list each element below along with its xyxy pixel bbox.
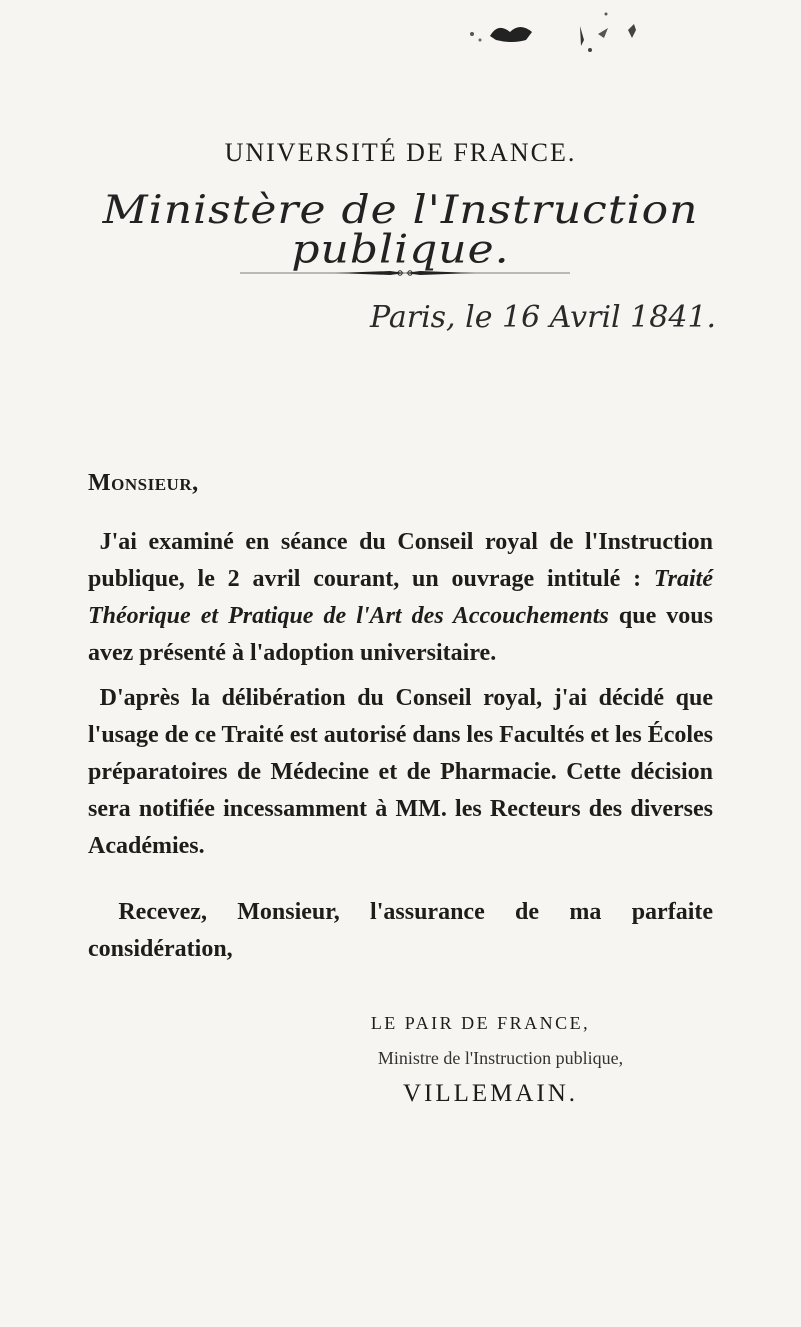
signature-minister-title: Ministre de l'Instruction publique, <box>377 1048 624 1068</box>
signature-peer-title: LE PAIR DE FRANCE, <box>370 1013 591 1033</box>
signature-name: VILLEMAIN. <box>402 1080 579 1107</box>
university-header: UNIVERSITÉ DE FRANCE. <box>224 138 577 167</box>
paragraph-1-text-end: que vous avez présenté à l'adoption universitaire. <box>88 603 713 666</box>
ministry-script-heading: Ministère de l'Instruction publique. <box>102 186 699 273</box>
ink-blot-marks <box>450 6 650 56</box>
book-title: Traité Théorique et Pratique de l'Art des Accouchements <box>88 566 713 629</box>
paragraph-decision <box>88 680 713 865</box>
paragraph-examination <box>88 524 713 672</box>
paragraph-1-text: J'ai examiné en séance du Conseil royal de l'Instruction publique, le 2 avril courant, un ouvrage intitulé : <box>88 529 714 592</box>
salutation: Monsieur, <box>88 470 199 496</box>
ornamental-divider <box>240 268 570 278</box>
paragraph-2-text: D'après la délibération du Conseil royal, j'ai décidé que l'usage de ce Traité est autorisé dans les Facultés et les Écoles préparatoires de Médecine et de Pharmacie. Cette décision sera notifiée incessamment à MM. les Recteurs des diverses Académies. <box>88 685 714 859</box>
paragraph-closing <box>88 894 713 968</box>
paragraph-3-text: Recevez, Monsieur, l'assurance de ma parfaite considération, <box>88 899 714 962</box>
dateline: Paris, le 16 Avril 1841. <box>370 300 717 335</box>
